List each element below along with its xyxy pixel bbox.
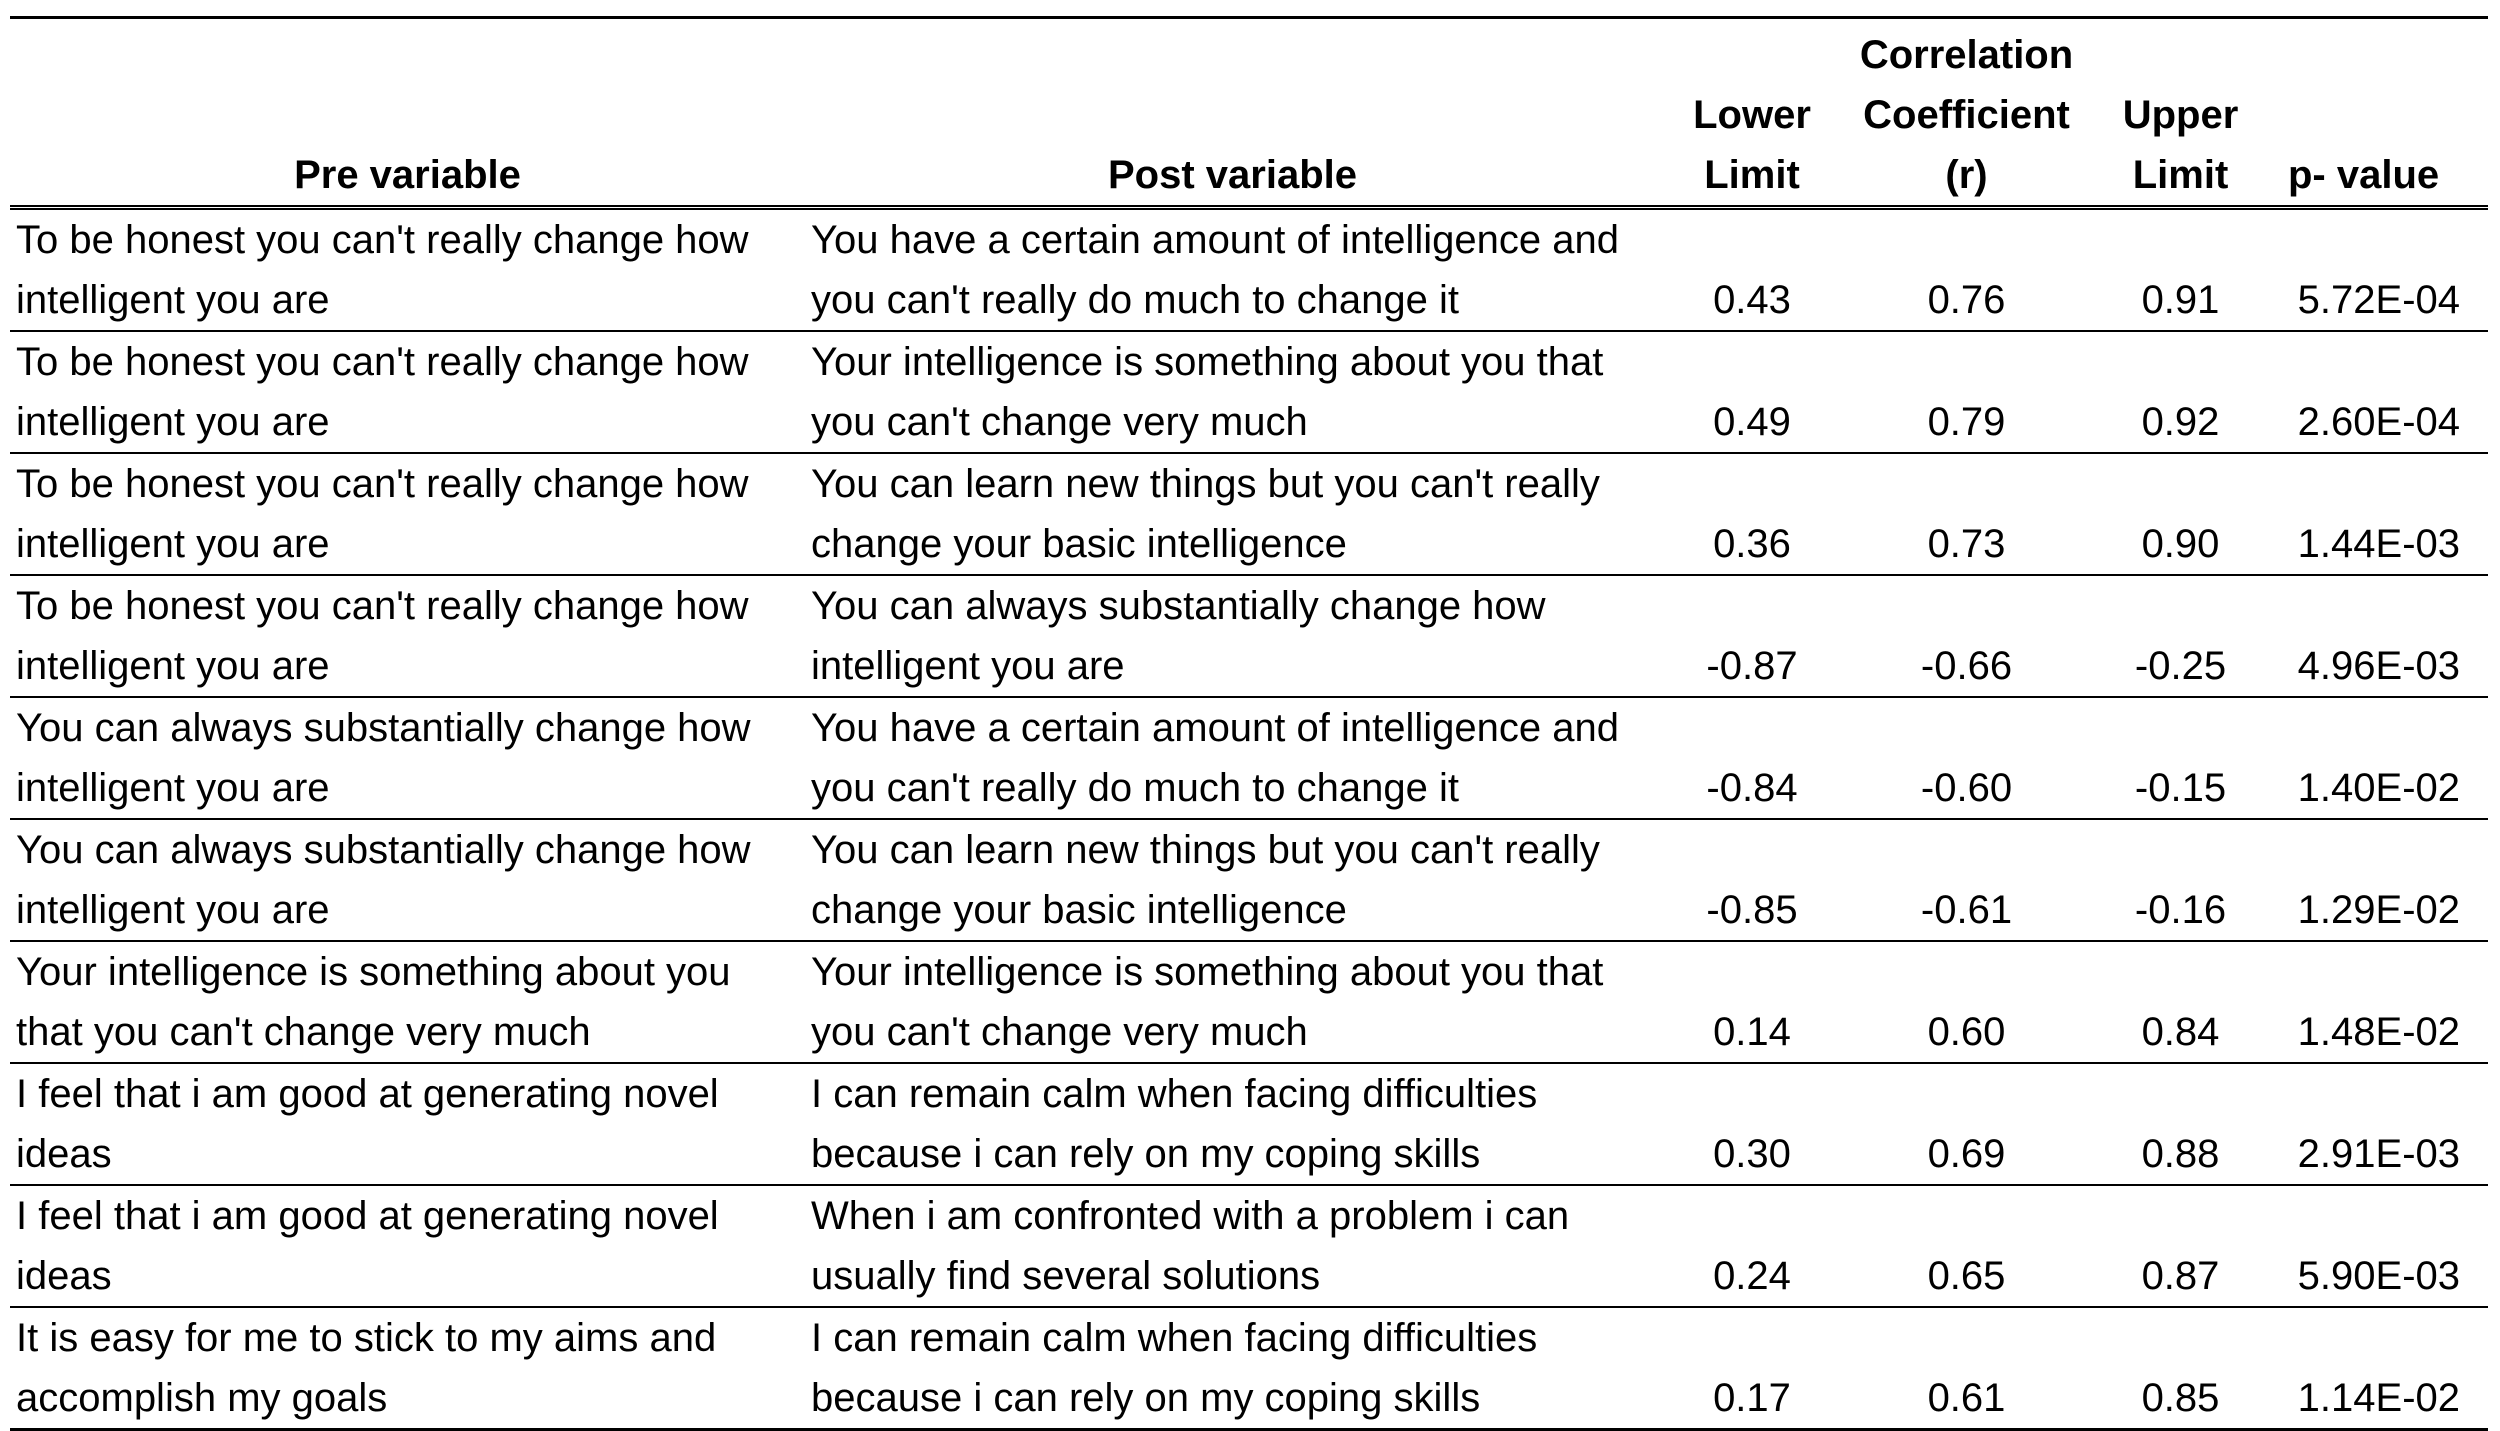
correlation-cell: 0.61 [1844, 1307, 2089, 1430]
header-row [10, 18, 2488, 208]
table-row [10, 941, 2488, 1063]
pre-variable-cell: To be honest you can't really change how intelligent you are [10, 331, 805, 453]
post-variable-cell: You can always substantially change how intelligent you are [805, 575, 1660, 697]
correlation-cell: 0.65 [1844, 1185, 2089, 1307]
upper-limit-cell: 0.88 [2089, 1063, 2272, 1185]
post-variable-cell: I can remain calm when facing difficulties because i can rely on my coping skills [805, 1307, 1660, 1430]
p-value-cell: 2.91E-03 [2272, 1063, 2488, 1185]
lower-limit-cell: 0.30 [1660, 1063, 1844, 1185]
p-value-cell: 1.44E-03 [2272, 453, 2488, 575]
p-value-cell: 1.29E-02 [2272, 819, 2488, 941]
header-pre-variable: Pre variable [10, 18, 805, 208]
header-correlation-coefficient: Correlation Coefficient (r) [1844, 18, 2089, 208]
table-row [10, 697, 2488, 819]
correlation-cell: 0.60 [1844, 941, 2089, 1063]
post-variable-cell: I can remain calm when facing difficulties because i can rely on my coping skills [805, 1063, 1660, 1185]
upper-limit-cell: 0.84 [2089, 941, 2272, 1063]
table-row [10, 208, 2488, 332]
table-row [10, 1185, 2488, 1307]
header-upper-limit: Upper Limit [2089, 18, 2272, 208]
correlation-cell: -0.60 [1844, 697, 2089, 819]
post-variable-cell: Your intelligence is something about you that you can't change very much [805, 331, 1660, 453]
p-value-cell: 1.48E-02 [2272, 941, 2488, 1063]
correlation-cell: 0.73 [1844, 453, 2089, 575]
lower-limit-cell: 0.49 [1660, 331, 1844, 453]
correlation-table [10, 16, 2488, 1431]
lower-limit-cell: 0.43 [1660, 208, 1844, 332]
table-row [10, 575, 2488, 697]
p-value-cell: 2.60E-04 [2272, 331, 2488, 453]
p-value-cell: 1.40E-02 [2272, 697, 2488, 819]
post-variable-cell: You can learn new things but you can't really change your basic intelligence [805, 453, 1660, 575]
correlation-cell: -0.61 [1844, 819, 2089, 941]
correlation-cell: 0.79 [1844, 331, 2089, 453]
pre-variable-cell: It is easy for me to stick to my aims and accomplish my goals [10, 1307, 805, 1430]
p-value-cell: 5.90E-03 [2272, 1185, 2488, 1307]
upper-limit-cell: -0.15 [2089, 697, 2272, 819]
lower-limit-cell: 0.17 [1660, 1307, 1844, 1430]
table-row [10, 453, 2488, 575]
lower-limit-cell: 0.36 [1660, 453, 1844, 575]
post-variable-cell: You have a certain amount of intelligence and you can't really do much to change it [805, 697, 1660, 819]
table-row [10, 1063, 2488, 1185]
lower-limit-cell: -0.85 [1660, 819, 1844, 941]
pre-variable-cell: Your intelligence is something about you that you can't change very much [10, 941, 805, 1063]
lower-limit-cell: 0.14 [1660, 941, 1844, 1063]
correlation-cell: -0.66 [1844, 575, 2089, 697]
upper-limit-cell: -0.25 [2089, 575, 2272, 697]
pre-variable-cell: You can always substantially change how intelligent you are [10, 819, 805, 941]
table-row [10, 1307, 2488, 1430]
post-variable-cell: You can learn new things but you can't really change your basic intelligence [805, 819, 1660, 941]
pre-variable-cell: To be honest you can't really change how intelligent you are [10, 575, 805, 697]
pre-variable-cell: You can always substantially change how intelligent you are [10, 697, 805, 819]
post-variable-cell: When i am confronted with a problem i can usually find several solutions [805, 1185, 1660, 1307]
pre-variable-cell: To be honest you can't really change how intelligent you are [10, 453, 805, 575]
p-value-cell: 5.72E-04 [2272, 208, 2488, 332]
post-variable-cell: You have a certain amount of intelligence and you can't really do much to change it [805, 208, 1660, 332]
lower-limit-cell: 0.24 [1660, 1185, 1844, 1307]
p-value-cell: 1.14E-02 [2272, 1307, 2488, 1430]
upper-limit-cell: 0.90 [2089, 453, 2272, 575]
header-post-variable: Post variable [805, 18, 1660, 208]
header-lower-limit: Lower Limit [1660, 18, 1844, 208]
upper-limit-cell: 0.91 [2089, 208, 2272, 332]
p-value-cell: 4.96E-03 [2272, 575, 2488, 697]
upper-limit-cell: 0.87 [2089, 1185, 2272, 1307]
table-row [10, 819, 2488, 941]
upper-limit-cell: 0.85 [2089, 1307, 2272, 1430]
table-row [10, 331, 2488, 453]
pre-variable-cell: To be honest you can't really change how intelligent you are [10, 208, 805, 332]
pre-variable-cell: I feel that i am good at generating novel ideas [10, 1063, 805, 1185]
lower-limit-cell: -0.87 [1660, 575, 1844, 697]
correlation-cell: 0.76 [1844, 208, 2089, 332]
pre-variable-cell: I feel that i am good at generating novel ideas [10, 1185, 805, 1307]
lower-limit-cell: -0.84 [1660, 697, 1844, 819]
correlation-cell: 0.69 [1844, 1063, 2089, 1185]
upper-limit-cell: -0.16 [2089, 819, 2272, 941]
header-p-value: p- value [2272, 18, 2488, 208]
upper-limit-cell: 0.92 [2089, 331, 2272, 453]
post-variable-cell: Your intelligence is something about you that you can't change very much [805, 941, 1660, 1063]
